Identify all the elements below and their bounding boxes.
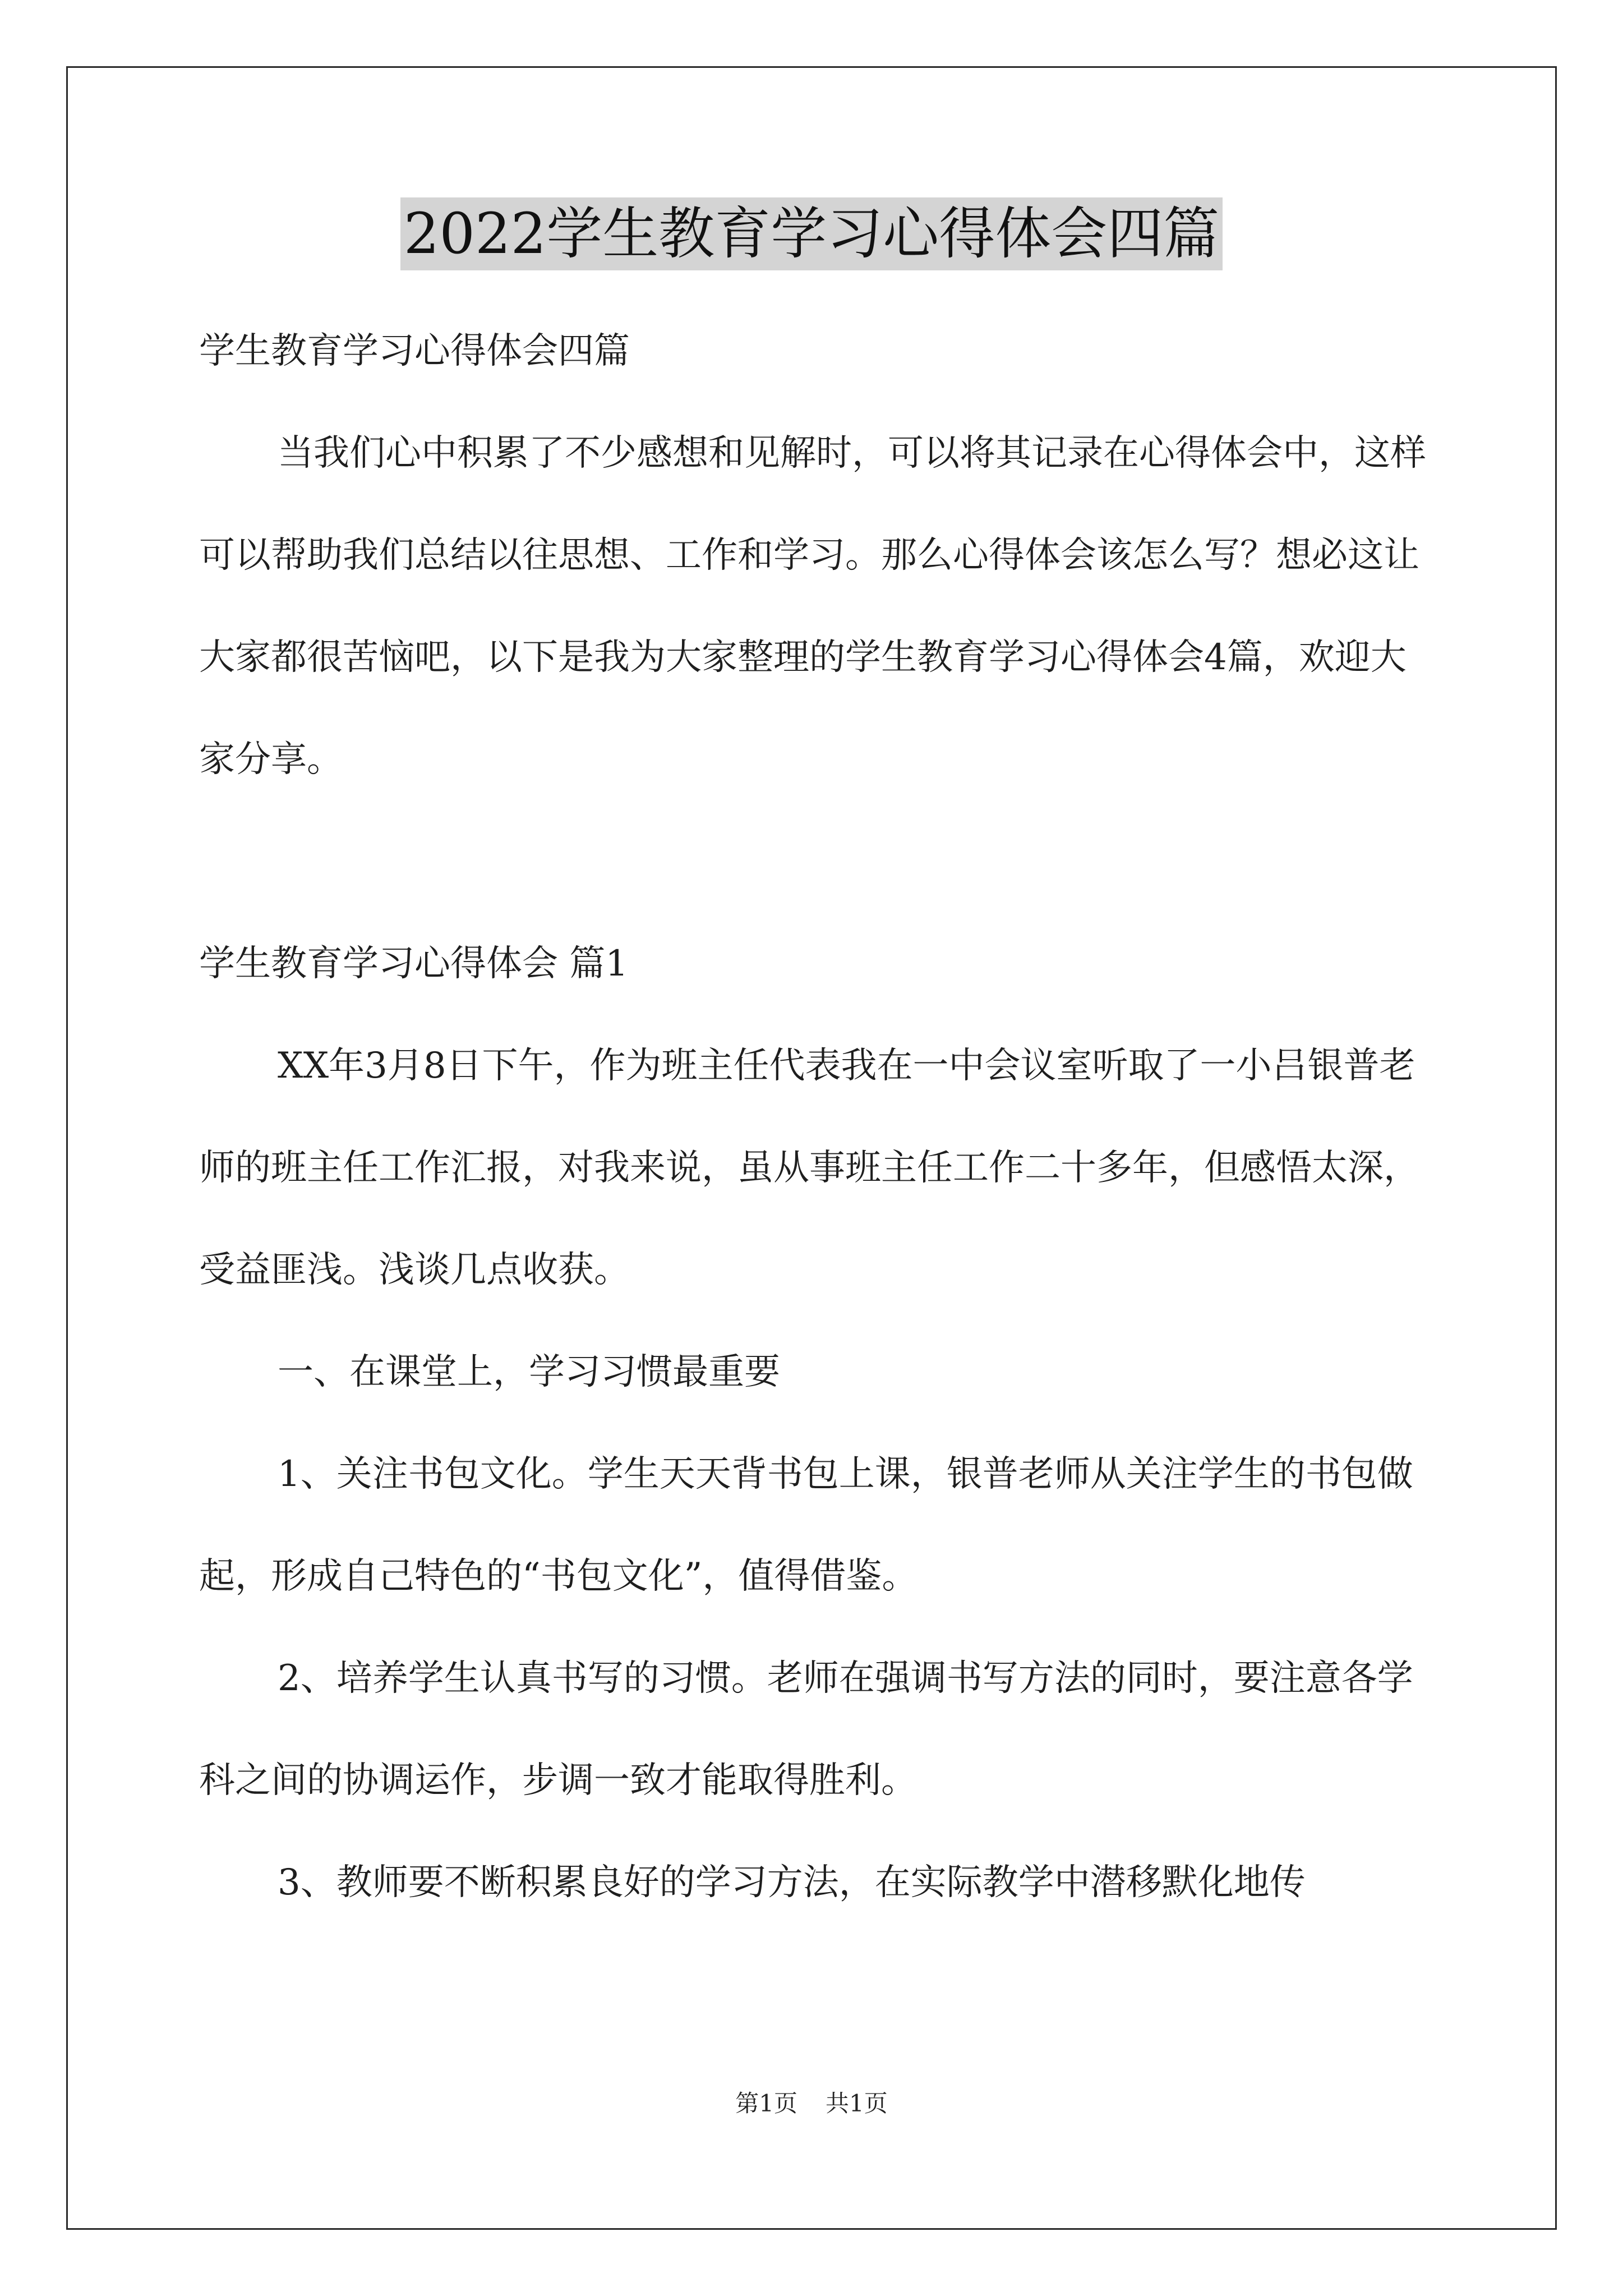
document-body — [199, 300, 1433, 1934]
paragraph-point-3: 3、教师要不断积累良好的学习方法，在实际教学中潜移默化地传 — [278, 1862, 1306, 1903]
paragraph-body: XX年3月8日下午，作为班主任代表我在一中会议室听取了一小吕银普老师的班主任工作汇报，对我来说，虽从事班主任工作二十多年，但感悟太深，受益匪浅。浅谈几点收获。 — [199, 1045, 1419, 1291]
section-heading-1: 学生教育学习心得体会 篇1 — [199, 943, 629, 984]
page-total: 共1页 — [826, 2090, 888, 2117]
paragraph-spacer — [199, 811, 1433, 913]
paragraph-point-1: 1、关注书包文化。学生天天背书包上课，银普老师从关注学生的书包做起，形成自己特色的“书包文化”，值得借鉴。 — [199, 1453, 1413, 1597]
paragraph-point-heading: 一、在课堂上，学习习惯最重要 — [278, 1351, 780, 1393]
paragraph-intro: 当我们心中积累了不少感想和见解时，可以将其记录在心得体会中，这样可以帮助我们总结以往思想、工作和学习。那么心得体会该怎么写？想必这让大家都很苦恼吧，以下是我为大家整理的学生教育学习心得体会4篇，欢迎大家分享。 — [199, 432, 1426, 780]
title-container — [0, 197, 1623, 270]
paragraph-subtitle: 学生教育学习心得体会四篇 — [199, 330, 630, 372]
paragraph-point-2: 2、培养学生认真书写的习惯。老师在强调书写方法的同时，要注意各学科之间的协调运作，步调一致才能取得胜利。 — [199, 1658, 1413, 1801]
page-number: 第1页 — [735, 2090, 797, 2117]
document-title: 2022学生教育学习心得体会四篇 — [400, 197, 1223, 270]
page-footer — [0, 2087, 1623, 2120]
